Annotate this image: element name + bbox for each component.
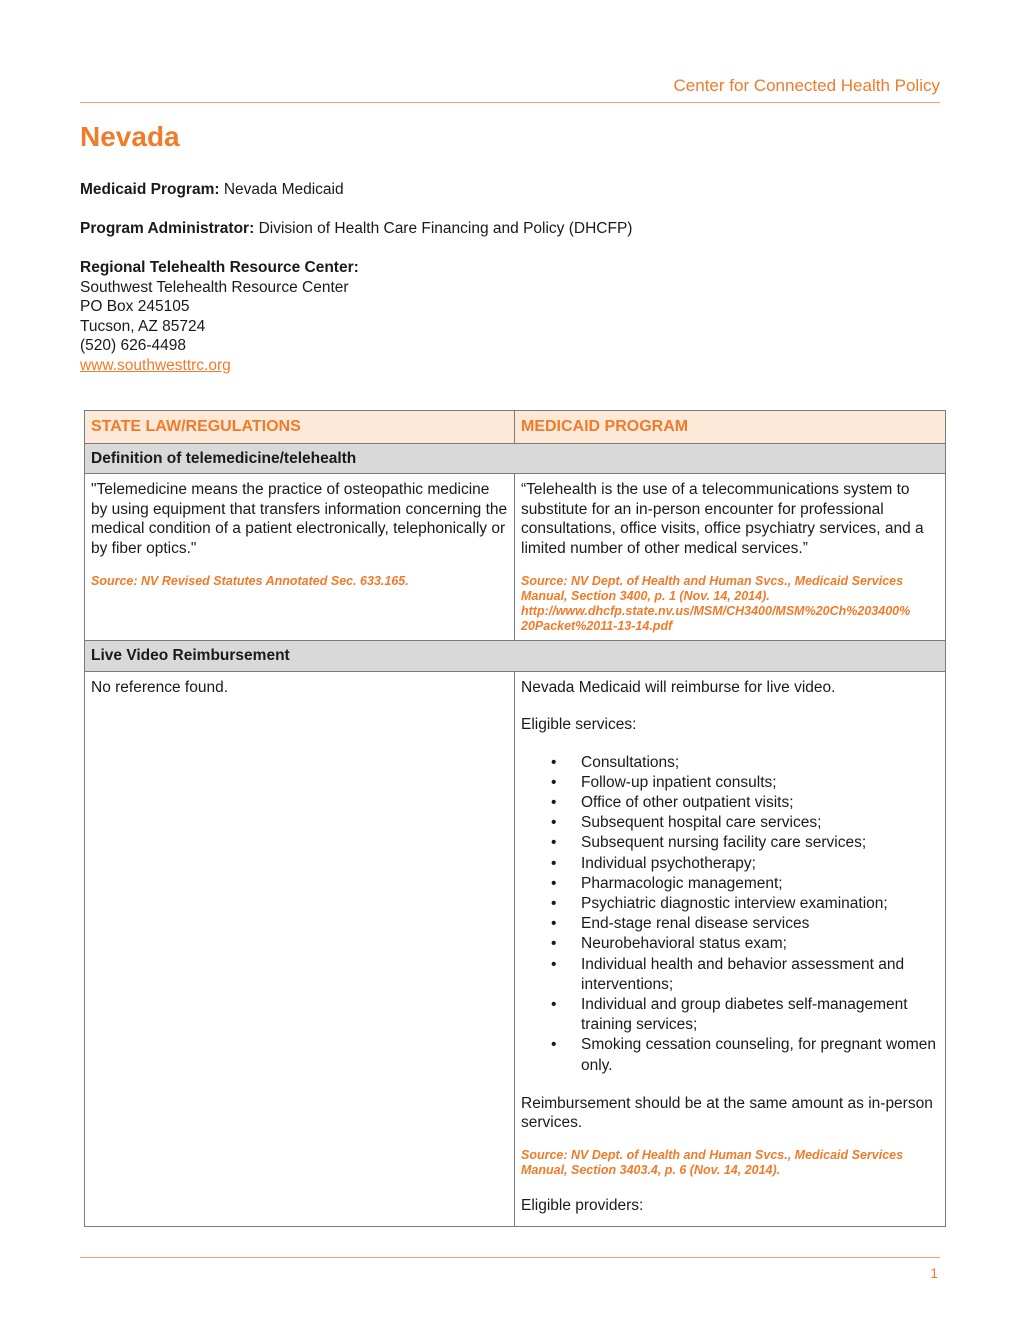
trc-city: Tucson, AZ 85724	[80, 317, 206, 335]
law-text: No reference found.	[91, 678, 229, 696]
eligible-providers-label: Eligible providers:	[521, 1196, 644, 1214]
eligible-services-list	[521, 753, 939, 1076]
medicaid-program-label: Medicaid Program:	[80, 181, 220, 198]
list-item: • Neurobehavioral status exam;	[581, 934, 939, 954]
list-item: • Individual psychotherapy;	[581, 854, 939, 874]
list-item: • Office of other outpatient visits;	[581, 793, 939, 813]
medicaid-cell	[515, 474, 946, 641]
list-item: • Subsequent hospital care services;	[581, 813, 939, 833]
medicaid-source-url[interactable]	[521, 604, 939, 634]
medicaid-program-line	[80, 180, 344, 200]
organization-name: Center for Connected Health Policy	[673, 76, 940, 95]
column-header-state-law: STATE LAW/REGULATIONS	[85, 411, 515, 444]
state-law-cell	[85, 671, 515, 1226]
medicaid-program-value: Nevada Medicaid	[223, 181, 344, 198]
header-divider	[80, 102, 940, 103]
state-law-cell	[85, 474, 515, 641]
trc-website-link[interactable]: www.southwesttrc.org	[80, 356, 231, 374]
list-item: • Psychiatric diagnostic interview examination;	[581, 894, 939, 914]
list-item: • Individual and group diabetes self-management training services;	[581, 995, 939, 1035]
list-item: • Subsequent nursing facility care services;	[581, 833, 939, 853]
trc-name: Southwest Telehealth Resource Center	[80, 278, 349, 296]
section-title: Live Video Reimbursement	[85, 641, 946, 672]
program-administrator-label: Program Administrator:	[80, 220, 255, 237]
trc-label: Regional Telehealth Resource Center:	[80, 259, 359, 276]
reimbursement-text: Reimbursement should be at the same amount as in-person services.	[521, 1094, 933, 1132]
list-item: • Follow-up inpatient consults;	[581, 773, 939, 793]
list-item: • End-stage renal disease services	[581, 914, 939, 934]
section-row-live-video	[85, 641, 946, 672]
footer-divider	[80, 1257, 940, 1258]
medicaid-cell	[515, 671, 946, 1226]
list-item: • Individual health and behavior assessment and interventions;	[581, 955, 939, 995]
medicaid-source-citation: Source: NV Dept. of Health and Human Svcs., Medicaid Services Manual, Section 3400, p. 1 (Nov. 14, 2014).	[521, 574, 904, 603]
program-administrator-value: Division of Health Care Financing and Policy (DHCFP)	[258, 220, 633, 237]
table-row	[85, 474, 946, 641]
program-administrator-line	[80, 219, 632, 239]
page-number: 1	[930, 1265, 938, 1281]
eligible-services-label: Eligible services:	[521, 716, 637, 733]
column-header-medicaid: MEDICAID PROGRAM	[515, 411, 946, 444]
source-url-line-1: http://www.dhcfp.state.nv.us/MSM/CH3400/MSM%20Ch%203400%	[521, 604, 911, 618]
law-text: "Telemedicine means the practice of osteopathic medicine by using equipment that transfers information concerning the medical condition of a patient electronically, telephonically or by fiber optics."	[91, 481, 508, 557]
trc-po-box: PO Box 245105	[80, 298, 190, 315]
telehealth-resource-center	[80, 258, 359, 375]
list-item: • Pharmacologic management;	[581, 874, 939, 894]
section-row-definition	[85, 443, 946, 474]
table-row	[85, 671, 946, 1226]
section-title: Definition of telemedicine/telehealth	[85, 443, 946, 474]
list-item: • Smoking cessation counseling, for pregnant women only.	[581, 1035, 939, 1075]
table-header-row	[85, 411, 946, 444]
medicaid-text: “Telehealth is the use of a telecommunications system to substitute for an in-person encounter for professional consultations, office visits, office psychiatry services, and a limited number of other medical services.”	[521, 481, 924, 557]
page-title: Nevada	[80, 121, 180, 152]
trc-phone: (520) 626-4498	[80, 337, 186, 354]
medicaid-intro: Nevada Medicaid will reimburse for live video.	[521, 678, 836, 696]
list-item: • Consultations;	[581, 753, 939, 773]
law-source: Source: NV Revised Statutes Annotated Sec. 633.165.	[91, 574, 409, 588]
medicaid-source	[521, 574, 939, 634]
policy-table	[84, 410, 946, 1227]
medicaid-source: Source: NV Dept. of Health and Human Svcs., Medicaid Services Manual, Section 3403.4, p. 6 (Nov. 14, 2014).	[521, 1147, 904, 1177]
source-url-line-2: 20Packet%2011-13-14.pdf	[521, 619, 673, 633]
